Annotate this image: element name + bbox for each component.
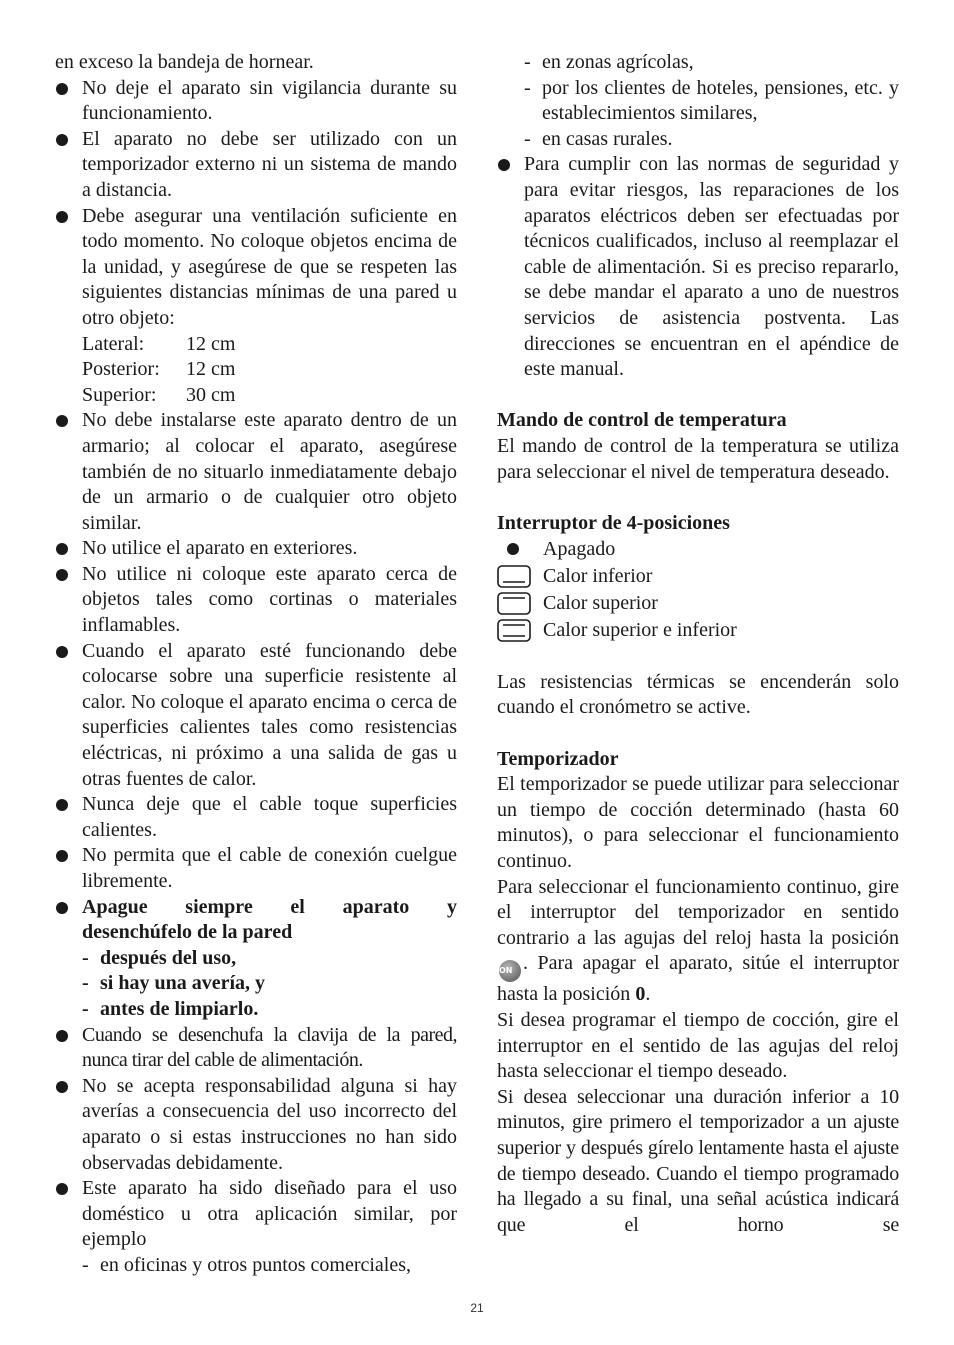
page-number: 21 <box>470 1301 484 1315</box>
switch-position-off: Apagado <box>497 536 899 563</box>
bullet-dot-icon <box>56 646 68 658</box>
timer-heading: Temporizador <box>497 747 619 770</box>
timer-paragraph-2: Para seleccionar el funcionamiento continuo, gire el interruptor del temporizador en sentido contrario a las agujas del reloj hasta la posición ON . Para apagar el aparato, sitúe el interruptor hasta la posición 0. <box>497 875 899 1006</box>
intro-line: en exceso la bandeja de hornear. <box>55 51 314 73</box>
unplug-line-1: Apague siempre el aparato y <box>82 895 457 918</box>
top-heat-icon <box>497 592 531 615</box>
bullet-item: No se acepta responsabilidad alguna si hay averías a consecuencia del uso incorrecto del aparato o si estas instrucciones no han sido observadas debidamente. <box>55 1074 457 1176</box>
temp-heading: Mando de control de temperatura <box>497 409 787 432</box>
bullet-item: No deje el aparato sin vigilancia durante su funcionamiento. <box>55 76 457 127</box>
bullet-item: No utilice ni coloque este aparato cerca de objetos tales como cortinas o materiales inflamables. <box>55 562 457 639</box>
bullet-dot-icon <box>56 1081 68 1093</box>
bullet-item: Debe asegurar una ventilación suficiente en todo momento. No coloque objetos encima de la unidad, y asegúrese de que se respeten las siguientes distancias mínimas de una pared u otro objeto: <box>55 204 457 332</box>
unplug-line-2: desenchúfelo de la pared <box>82 921 293 944</box>
bullet-dot-icon <box>498 159 510 171</box>
on-position-icon: ON <box>499 960 521 982</box>
temp-text: El mando de control de la temperatura se utiliza para seleccionar el nivel de temperatura deseado. <box>497 434 899 483</box>
bottom-heat-icon <box>497 565 531 588</box>
bullet-dot-icon <box>56 415 68 427</box>
bullet-dot-icon <box>56 1183 68 1195</box>
switch-position-top-bottom-heat: Calor superior e inferior <box>497 617 899 644</box>
bullet-dot-icon <box>56 83 68 95</box>
bullet-item: Cuando se desenchufa la clavija de la pared, nunca tirar del cable de alimentación. <box>55 1023 457 1074</box>
timer-paragraph-1: El temporizador se puede utilizar para seleccionar un tiempo de cocción determinado (hasta 60 minutos), o para seleccionar el funcionamiento continuo. <box>497 773 899 873</box>
bullet-item: Nunca deje que el cable toque superficies calientes. <box>55 792 457 843</box>
bullet-item: No debe instalarse este aparato dentro de un armario; al colocar el aparato, asegúrese también de no situarlo inmediatamente debajo de un armario o de cualquier otro objeto similar. <box>55 408 457 536</box>
resist-text: Las resistencias térmicas se encenderán solo cuando el cronómetro se active. <box>497 670 899 719</box>
dash-item: - por los clientes de hoteles, pensiones, etc. y establecimientos similares, <box>524 76 899 125</box>
bullet-dot-icon <box>56 543 68 555</box>
bullet-item: No utilice el aparato en exteriores. <box>55 536 457 562</box>
dash-item: - en zonas agrícolas, <box>524 51 694 73</box>
switch-position-top-heat: Calor superior <box>497 590 899 617</box>
dash-item: - si hay una avería, y <box>82 972 266 995</box>
repair-bullet: Para cumplir con las normas de seguridad y para evitar riesgos, las reparaciones de los aparatos eléctricos deben ser efectuadas por técnicos cualificados, incluso al reemplazar el cable de alimentación. Si es preciso repararlo, se debe mandar el aparato a uno de nuestros servicios de asistencia postventa. Las direcciones se encuentran en el apéndice de este manual. <box>497 152 899 382</box>
unplug-bullet <box>55 895 457 946</box>
distance-row: Superior: 30 cm <box>82 383 236 406</box>
off-dot-icon <box>507 543 519 555</box>
bullet-item: No permita que el cable de conexión cuelgue libremente. <box>55 843 457 894</box>
distance-row: Lateral: 12 cm <box>82 332 236 355</box>
top-bottom-heat-icon <box>497 619 531 642</box>
bullet-item: Este aparato ha sido diseñado para el uso doméstico u otra aplicación similar, por ejemplo <box>55 1176 457 1253</box>
timer-paragraph-4: Si desea seleccionar una duración inferior a 10 minutos, gire primero el temporizador a un ajuste superior y después gírelo lentamente hasta el ajuste de tiempo deseado. Cuando el tiempo programado ha llegado a su final, una señal acústica indicará que el horno se <box>497 1085 899 1236</box>
timer-paragraph-3: Si desea programar el tiempo de cocción, gire el interruptor en el sentido de las agujas del reloj hasta seleccionar el tiempo deseado. <box>497 1009 899 1083</box>
dash-item: - después del uso, <box>82 946 237 969</box>
distance-row: Posterior: 12 cm <box>82 358 236 381</box>
bullet-dot-icon <box>56 850 68 862</box>
bullet-dot-icon <box>56 211 68 223</box>
switch-position-bottom-heat: Calor inferior <box>497 563 899 590</box>
bullet-dot-icon <box>56 902 68 914</box>
dash-item: - en oficinas y otros puntos comerciales, <box>82 1253 412 1276</box>
dash-item: - en casas rurales. <box>524 127 673 150</box>
bullet-item: El aparato no debe ser utilizado con un temporizador externo ni un sistema de mando a distancia. <box>55 127 457 204</box>
bullet-dot-icon <box>56 569 68 581</box>
bullet-dot-icon <box>56 134 68 146</box>
bullet-dot-icon <box>56 799 68 811</box>
right-column <box>497 50 899 1238</box>
bullet-dot-icon <box>56 1030 68 1042</box>
dash-item: - antes de limpiarlo. <box>82 997 259 1020</box>
switch-heading: Interruptor de 4-posiciones <box>497 511 730 534</box>
bullet-item: Cuando el aparato esté funcionando debe colocarse sobre una superficie resistente al calor. No coloque el aparato encima o cerca de superficies calientes tales como resistencias eléctricas, ni próximo a una salida de gas u otras fuentes de calor. <box>55 639 457 793</box>
left-column <box>55 50 457 1279</box>
